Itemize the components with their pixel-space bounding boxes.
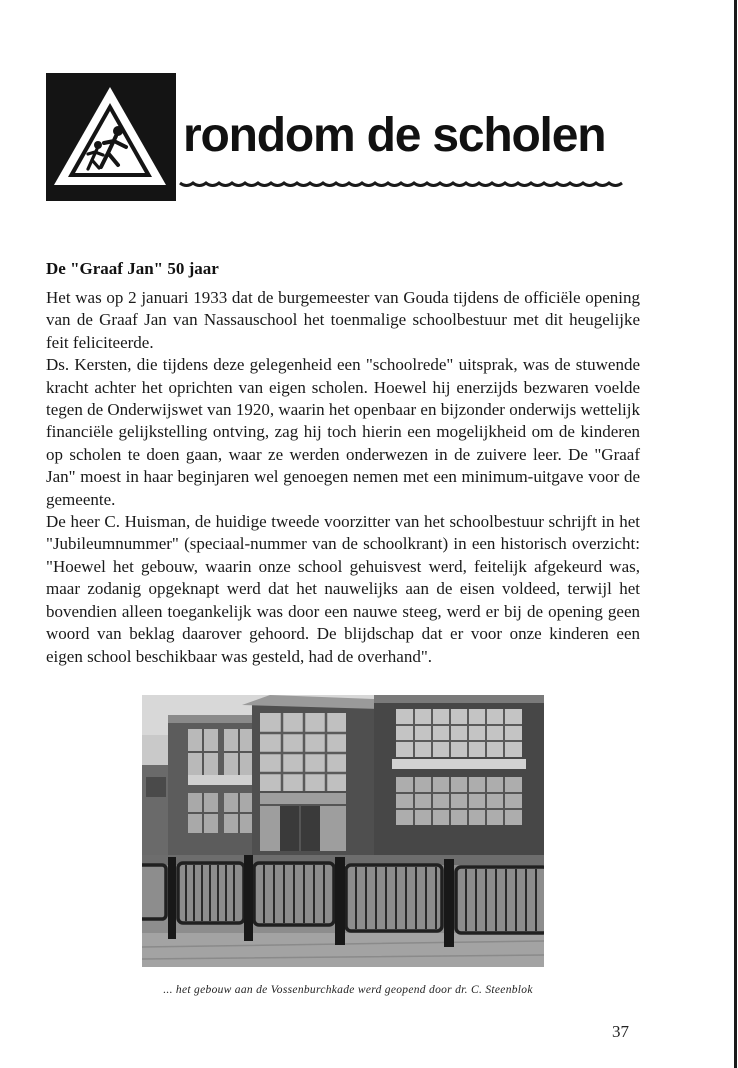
page-edge-line [734,0,737,1068]
photo-caption: ... het gebouw aan de Vossenburchkade werd geopend door dr. C. Steenblok [163,984,533,996]
paragraph: De heer C. Huisman, de huidige tweede voorzitter van het schoolbestuur schrijft in het "Jubileumnummer" (speciaal-nummer van de schoolkrant) in een historisch overzicht: "Hoewel het gebouw, waarin onze school gehuisvest werd, feitelijk afgekeurd was, maar zodanig opgeknapt werd dat het nauwelijks aan de eisen voldeed, terwijl het bovendien alleen toegankelijk was door een nauwe steeg, werd er bij de opening geen woord van beklag daarover gehoord. De blijdschap dat er voor onze kinderen een eigen school beschikbaar was gesteld, had de overhand". [46,512,640,666]
children-crossing-sign-icon [46,73,176,201]
section-heading: rondom de scholen [183,109,606,162]
paragraph: Het was op 2 januari 1933 dat de burgemeester van Gouda tijdens de officiële opening van de Graaf Jan van Nassauschool het toenmalige schoolbestuur met dit heugelijke feit feliciteerde. [46,288,640,352]
page-number: 37 [612,1022,629,1041]
article-body [46,287,640,668]
article-title: De "Graaf Jan" 50 jaar [46,259,219,278]
school-building-photo [142,695,544,967]
decorative-wave-underline [178,177,630,191]
paragraph: Ds. Kersten, die tijdens deze gelegenheid een "schoolrede" uitsprak, was de stuwende kracht achter het oprichten van eigen scholen. Hoewel hij enerzijds bezwaren voelde tegen de Onderwijswet van 1920, waarin het openbaar en bijzonder onderwijs wettelijk financiële gelijkstelling ontving, zag hij toch hierin een mogelijkheid om de kinderen op scholen te doen gaan, waar ze werden onderwezen in de zuivere leer. De "Graaf Jan" moest in haar beginjaren wel genoegen nemen met een minimum-uitgave voor de gemeente. [46,355,640,509]
